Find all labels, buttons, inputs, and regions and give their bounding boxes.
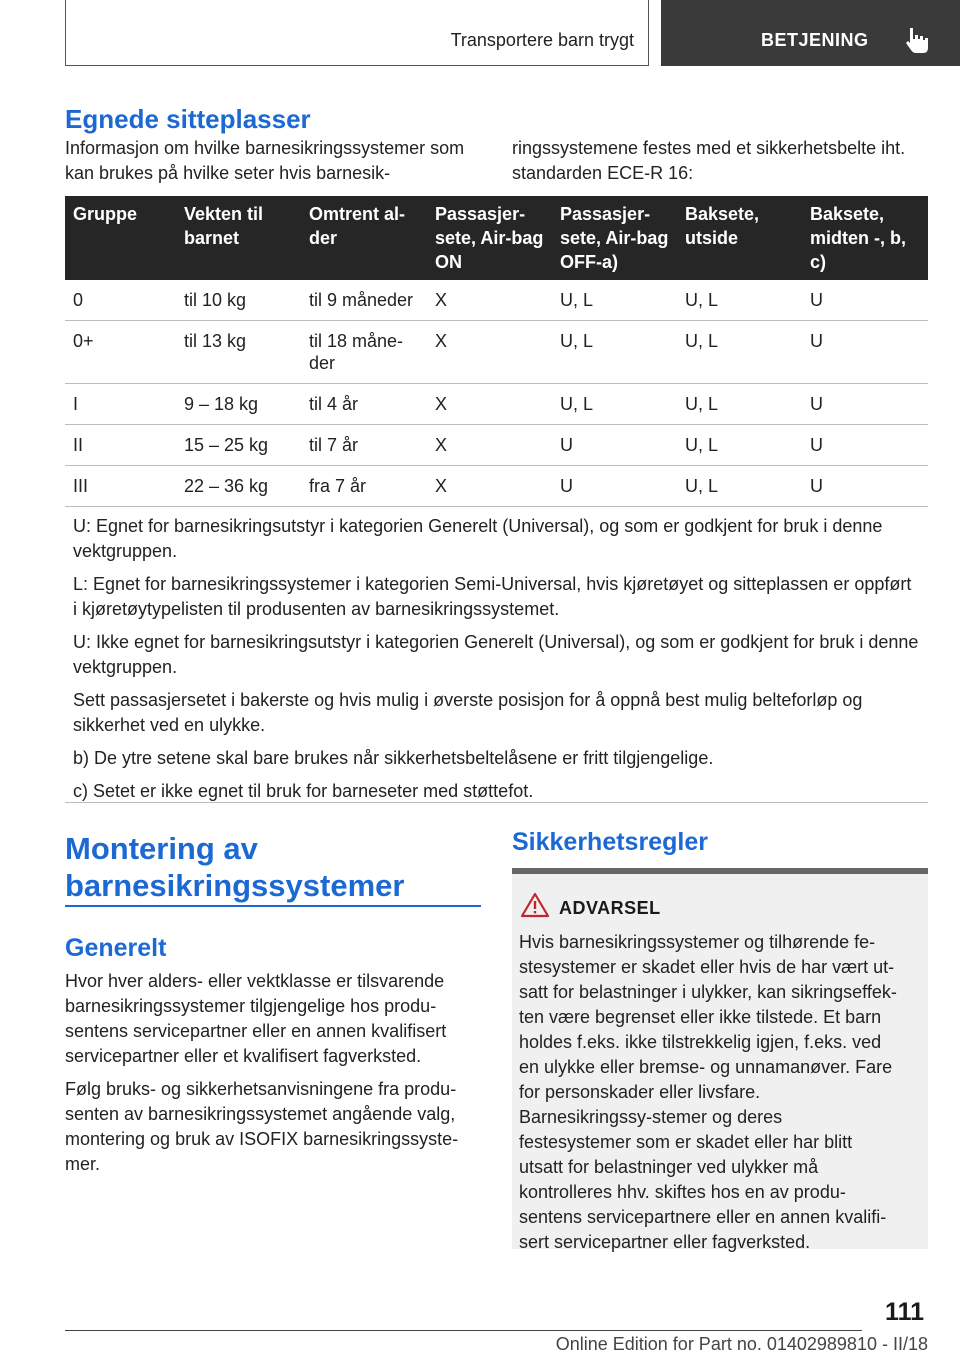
header-chapter-box bbox=[661, 0, 960, 66]
seat-suitability-table bbox=[65, 196, 928, 507]
table-cell: III bbox=[65, 466, 176, 507]
table-cell: X bbox=[427, 425, 552, 466]
table-cell: 0+ bbox=[65, 321, 176, 384]
table-cell: U, L bbox=[677, 425, 802, 466]
notes-divider bbox=[65, 802, 928, 803]
table-cell: til 13 kg bbox=[176, 321, 301, 384]
table-row bbox=[65, 321, 928, 384]
column-header: Vekten til barnet bbox=[176, 196, 301, 280]
warning-text: Hvis barnesikringssystemer og tilhørende fe-stesystemer er skadet eller hvis de har vært ut-satt for belastninger i ulykker, kan sikringseffek-ten være begrenset eller ikke tilstede. Et barn holdes f.eks. ikke tilstrekkelig igjen, f.eks. ved en ulykke eller bremse- og unnamanøver. Fare for personskader eller livsfare. Barnesikringssy-stemer og deres festesystemer som er skadet eller har blitt utsatt for belastninger ved ulykker må kontrolleres hhv. skiftes hos en av produ-sentens servicepartnere eller en annen kvalifi-sert servicepartner eller fagverksted. bbox=[519, 932, 897, 1252]
warning-box bbox=[512, 874, 928, 1252]
table-cell: 9 – 18 kg bbox=[176, 384, 301, 425]
paragraph: Hvor hver alders- eller vektklasse er tilsvarende barnesikringssystemer tilgjengelige hos produ-sentens servicepartner eller en annen kvalifisert servicepartner eller et kvalifisert fagverksted. bbox=[65, 971, 447, 1066]
table-cell: X bbox=[427, 321, 552, 384]
header-section-box bbox=[65, 0, 649, 66]
header-chapter-title: BETJENING bbox=[761, 30, 869, 50]
table-cell: U bbox=[802, 466, 928, 507]
table-cell: U bbox=[802, 384, 928, 425]
header-section-title: Transportere barn trygt bbox=[450, 30, 634, 50]
column-header: Omtrent al-der bbox=[301, 196, 427, 280]
table-cell: 22 – 36 kg bbox=[176, 466, 301, 507]
mounting-title-rule bbox=[65, 905, 481, 907]
intro-text-left: Informasjon om hvilke barnesikringssystemer som kan brukes på hvilke seter hvis barnesik- bbox=[65, 138, 465, 183]
table-cell: til 4 år bbox=[301, 384, 427, 425]
note-item: U: Ikke egnet for barnesikringsutstyr i kategorien Generelt (Universal), og som er godkjent for bruk i denne vektgruppen. bbox=[73, 632, 919, 677]
table-cell: U bbox=[802, 280, 928, 321]
table-cell: U bbox=[552, 425, 677, 466]
column-header: Passasjer-sete, Air-bag OFF-a) bbox=[552, 196, 677, 280]
table-cell: U, L bbox=[552, 321, 677, 384]
table-cell: fra 7 år bbox=[301, 466, 427, 507]
column-header: Passasjer-sete, Air-bag ON bbox=[427, 196, 552, 280]
column-header: Baksete, utside bbox=[677, 196, 802, 280]
table-cell: til 18 måne-der bbox=[301, 321, 427, 384]
section-title-safety: Sikkerhetsregler bbox=[512, 828, 708, 856]
note-item: Sett passasjersetet i bakerste og hvis mulig i øverste posisjon for å oppnå best mulig belteforløp og sikkerhet ved en ulykke. bbox=[73, 690, 863, 735]
footer-rule bbox=[65, 1330, 862, 1331]
table-cell: U bbox=[552, 466, 677, 507]
column-header: Gruppe bbox=[65, 196, 176, 280]
section-title-seats: Egnede sitteplasser bbox=[65, 104, 311, 134]
subsection-title-general: Generelt bbox=[65, 934, 167, 962]
table-row bbox=[65, 384, 928, 425]
table-notes bbox=[65, 514, 928, 812]
general-text bbox=[65, 969, 481, 1185]
table-cell: U, L bbox=[677, 321, 802, 384]
table-cell: 15 – 25 kg bbox=[176, 425, 301, 466]
table-cell: U bbox=[802, 425, 928, 466]
column-header: Baksete, midten -, b, c) bbox=[802, 196, 928, 280]
table-cell: til 7 år bbox=[301, 425, 427, 466]
table-cell: til 9 måneder bbox=[301, 280, 427, 321]
note-item: b) De ytre setene skal bare brukes når sikkerhetsbeltelåsene er fritt tilgjengelige. bbox=[73, 748, 714, 768]
note-item: L: Egnet for barnesikringssystemer i kategorien Semi-Universal, hvis kjøretøyet og sitteplassen er oppført i kjøretøytypelisten til produsenten av barnesikringssystemet. bbox=[73, 574, 912, 619]
table-cell: U, L bbox=[677, 280, 802, 321]
footer-edition: Online Edition for Part no. 01402989810 - II/18 bbox=[555, 1334, 928, 1354]
table-cell: U, L bbox=[677, 384, 802, 425]
table-cell: I bbox=[65, 384, 176, 425]
table-row bbox=[65, 425, 928, 466]
table-row bbox=[65, 466, 928, 507]
warning-triangle-icon bbox=[520, 892, 550, 918]
table-cell: til 10 kg bbox=[176, 280, 301, 321]
table-cell: U, L bbox=[677, 466, 802, 507]
table-cell: U, L bbox=[552, 280, 677, 321]
note-item: c) Setet er ikke egnet til bruk for barneseter med støttefot. bbox=[73, 781, 534, 801]
intro-text-right: ringssystemene festes med et sikkerhetsbelte iht. standarden ECE-R 16: bbox=[512, 138, 906, 183]
paragraph: Følg bruks- og sikkerhetsanvisningene fra produ-senten av barnesikringssystemet angående valg, montering og bruk av ISOFIX barnesikringssyste-mer. bbox=[65, 1079, 459, 1174]
page-number: 111 bbox=[885, 1298, 924, 1326]
table-cell: U bbox=[802, 321, 928, 384]
warning-label: ADVARSEL bbox=[559, 898, 661, 918]
hand-pointer-icon bbox=[901, 24, 933, 56]
section-title-mounting: Montering av barnesikringssystemer bbox=[65, 831, 405, 903]
page-header bbox=[65, 0, 960, 66]
table-header-row bbox=[65, 196, 928, 280]
table-cell: 0 bbox=[65, 280, 176, 321]
note-item: U: Egnet for barnesikringsutstyr i kategorien Generelt (Universal), og som er godkjent for bruk i denne vektgruppen. bbox=[73, 516, 883, 561]
table-cell: X bbox=[427, 466, 552, 507]
table-cell: X bbox=[427, 280, 552, 321]
table-cell: II bbox=[65, 425, 176, 466]
table-cell: X bbox=[427, 384, 552, 425]
table-cell: U, L bbox=[552, 384, 677, 425]
table-row bbox=[65, 280, 928, 321]
